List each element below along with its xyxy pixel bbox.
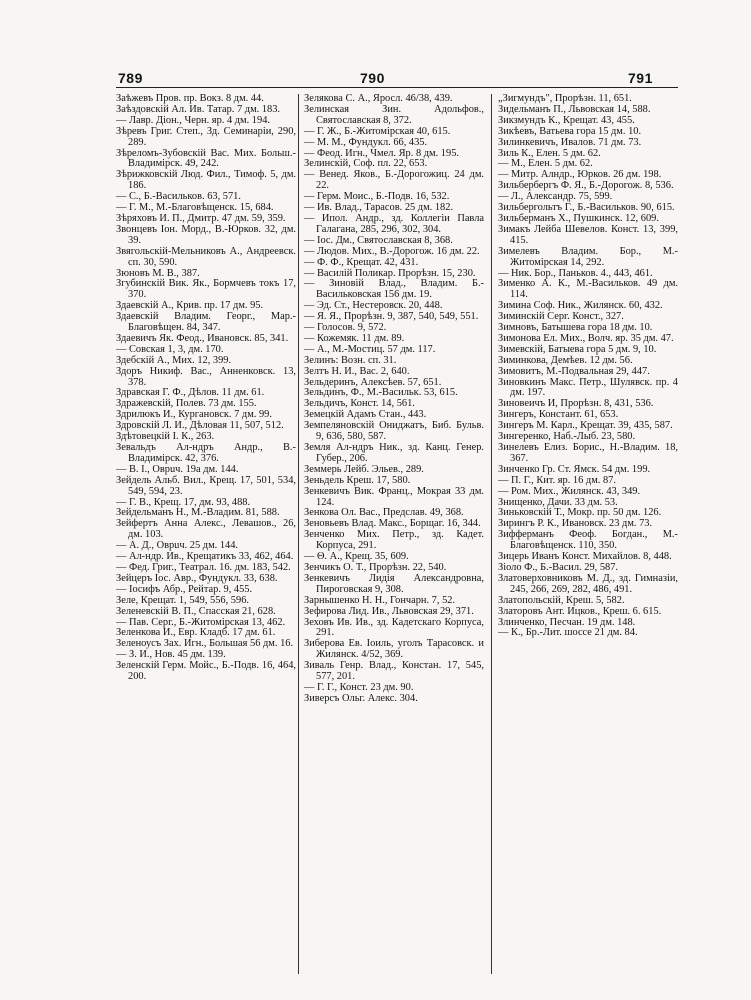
directory-entry: Зейдель Альб. Вил., Крещ. 17, 501, 534, 549, 594, 23. xyxy=(116,474,296,497)
directory-entry: — Θ. А., Крещ. 35, 609. xyxy=(304,551,409,563)
column-divider xyxy=(298,94,299,974)
directory-entry: Здебскій А., Мих. 12, 399. xyxy=(116,354,232,366)
directory-entry: — Г. Ж., Б.-Житомірская 40, 615. xyxy=(304,125,451,137)
directory-entry: — Ф. Ф., Крещат. 42, 431. xyxy=(304,256,419,268)
directory-entry: Зѣрижковскій Люд. Фил., Тимоф. 5, дм. 186. xyxy=(116,169,296,192)
directory-entry: Здрилюкъ И., Кургановск. 7 дм. 99. xyxy=(116,409,272,421)
directory-entry: — Г. М., М.-Благовѣщенск. 15, 684. xyxy=(116,202,274,214)
directory-entry: Зицерь Иванъ Конст. Михайлов. 8, 448. xyxy=(498,551,672,563)
directory-entry: Златоверховниковъ М. Д., зд. Гимназіи, 245, 266, 269, 282, 486, 491. xyxy=(498,572,678,595)
directory-entry: Зидельманъ П., Львовская 14, 588. xyxy=(498,103,651,115)
directory-entry: — Ром. Мих., Жилянск. 43, 349. xyxy=(498,485,641,497)
directory-entry: Зельдичъ, Конст. 14, 561. xyxy=(304,398,415,410)
directory-entry: Зефирова Лид. Ив., Львовская 29, 371. xyxy=(304,605,474,617)
directory-entry: Зельдинъ, Ф., М.-Васильк. 53, 615. xyxy=(304,387,458,399)
directory-entry: — Зиновій Влад., Владим. Б.-Васильковская 156 дм. 19. xyxy=(304,278,484,301)
directory-entry: Зингеръ М. Карл., Крещат. 39, 435, 587. xyxy=(498,420,673,432)
directory-entry: Зикзмундъ К., Крещат. 43, 455. xyxy=(498,114,635,126)
directory-entry: Зиновеичъ И, Прорѣзн. 8, 431, 536. xyxy=(498,398,654,410)
directory-entry: Зиль К., Елен. 5 дм. 62. xyxy=(498,147,601,159)
directory-entry: Зиваль Генр. Влад., Констан. 17, 545, 577, 201. xyxy=(304,660,484,683)
directory-entry: Зеховъ Ив. Ив., зд. Кадетскаго Корпуса, 291. xyxy=(304,616,484,639)
directory-entry: — В. І., Оврuч. 19а дм. 144. xyxy=(116,463,239,475)
directory-entry: — Кожемяк. 11 дм. 89. xyxy=(304,332,405,344)
page-number-middle: 790 xyxy=(360,70,385,86)
directory-entry: Зіоло Ф., Б.-Васил. 29, 587. xyxy=(498,561,619,573)
directory-entry: Зеновьевъ Влад. Макс., Борщаг. 16, 344. xyxy=(304,518,481,530)
directory-entry: Земмерь Лейб. Эльев., 289. xyxy=(304,463,424,475)
directory-entry: Зеленскій Герм. Мойс., Б.-Подв. 16, 464, 200. xyxy=(116,660,296,683)
directory-entry: Зиминкова, Демѣев. 12 дм. 56. xyxy=(498,354,633,366)
directory-entry: Зиминскій Серг. Конст., 327. xyxy=(498,311,624,323)
directory-entry: Зимовитъ, М.-Подвальная 29, 447. xyxy=(498,365,650,377)
directory-entry: Златопольскій, Креш. 5, 582. xyxy=(498,594,625,606)
directory-entry: Здровскій Л. И., Дѣловая 11, 507, 512. xyxy=(116,420,284,432)
directory-entry: Зюновъ М. В., 387. xyxy=(116,267,200,279)
directory-entry: Зейцеръ Іос. Авр., Фундукл. 33, 638. xyxy=(116,572,278,584)
directory-entry: — Ал-ндр. Ив., Крещатикъ 33, 462, 464. xyxy=(116,551,294,563)
directory-entry: Зелякова С. А., Яросл. 46/38, 439. xyxy=(304,94,453,104)
directory-entry: Зенкова Ол. Вас., Предслав. 49, 368. xyxy=(304,507,464,519)
directory-entry: Звонцевъ Іон. Морд., В.-Юрков. 32, дм. 39. xyxy=(116,223,296,246)
directory-entry: Зѣреломъ-Зубовскій Вас. Мих. Больш.-Владимірск. 49, 242. xyxy=(116,147,296,170)
directory-entry: — А. Д., Оврuч. 25 дм. 144. xyxy=(116,540,239,552)
directory-entry: Зелинскій, Соф. пл. 22, 653. xyxy=(304,158,428,170)
directory-entry: — А., М.-Мостиц. 57 дм. 117. xyxy=(304,343,436,355)
directory-entry: Зельдеринъ, Алексѣев. 57, 651. xyxy=(304,376,442,388)
directory-entry: Згубинскій Вик. Як., Бормчевъ токъ 17, 370. xyxy=(116,278,296,301)
directory-entry: Зирингъ Р. К., Ивановск. 23 дм. 73. xyxy=(498,518,653,530)
directory-entry: Зеленкова И., Евр. Кладб. 17 дм. 61. xyxy=(116,627,276,639)
directory-entry: — Я. Я., Прорѣзн. 9, 387, 540, 549, 551. xyxy=(304,311,479,323)
directory-entry: Зеле, Крещат. 1, 549, 556, 596. xyxy=(116,594,249,606)
directory-entry: Зиновкинъ Макс. Петр., Шулявск. пр. 4 дм. 197. xyxy=(498,376,678,399)
directory-entry: Зиберова Ев. Іоиль, уголъ Тарасовск. и Жилянск. 4/52, 369. xyxy=(304,638,484,661)
directory-entry: — С., Б.-Васильков. 63, 571. xyxy=(116,191,241,203)
directory-entry: Зилинкевичъ, Ивалов. 71 дм. 73. xyxy=(498,136,642,148)
directory-entry: Зингеренко, Наб.-Лыб. 23, 580. xyxy=(498,431,636,443)
directory-entry: Зикѣевъ, Ватьева гора 15 дм. 10. xyxy=(498,125,642,137)
directory-entry: — Г. В., Крещ. 17, дм. 93, 488. xyxy=(116,496,251,508)
directory-column-1 xyxy=(116,94,296,984)
directory-entry: Здравская Г. Ф., Дѣлов. 11 дм. 61. xyxy=(116,387,265,399)
directory-entry: Земпеляновскій Ониджатъ, Биб. Бульв. 9, 636, 580, 587. xyxy=(304,420,484,443)
directory-entry: Здражевскій, Полев. 73 дм. 155. xyxy=(116,398,257,410)
column-divider xyxy=(491,94,492,974)
directory-entry: — П. Г., Кит. яр. 16 дм. 87. xyxy=(498,474,616,486)
directory-entry: — Фед. Григ., Театрал. 16. дм. 183, 542. xyxy=(116,561,291,573)
directory-entry: — Голосов. 9, 572. xyxy=(304,322,387,334)
directory-entry: — Ив. Влад., Тарасов. 25 дм. 182. xyxy=(304,202,454,214)
directory-entry: Зимновъ, Батышева гора 18 дм. 10. xyxy=(498,322,653,334)
directory-entry: — Людов. Мих., В.-Дорогож. 16 дм. 22. xyxy=(304,245,480,257)
directory-entry: — З. И., Нов. 45 дм. 139. xyxy=(116,649,226,661)
directory-entry: Заѣздовскій Ал. Ив. Татар. 7 дм. 183. xyxy=(116,103,281,115)
directory-entry: Зейфертъ Анна Алекс., Левашов., 26, дм. 103. xyxy=(116,518,296,541)
directory-entry: Здаевскій А., Крив. пр. 17 дм. 95. xyxy=(116,300,264,312)
directory-entry: Зарнышенко Н. Н., Гончарн. 7, 52. xyxy=(304,594,456,606)
directory-entry: Звягольскій-Мельниковъ А., Андреевск. сп. 30, 590. xyxy=(116,245,296,268)
directory-column-3 xyxy=(498,94,678,984)
directory-entry: — Л., Александр. 75, 599. xyxy=(498,191,613,203)
directory-entry: Зелтъ Н. И., Вас. 2, 640. xyxy=(304,365,410,377)
directory-entry: Зильберманъ Х., Пушкинск. 12, 609. xyxy=(498,212,659,224)
directory-entry: — Венед. Яков., Б.-Дорогожиц. 24 дм. 22. xyxy=(304,169,484,192)
directory-entry: Зенчикъ О. Т., Прорѣзн. 22, 540. xyxy=(304,561,447,573)
directory-entry: — Лавр. Діон., Черн. яр. 4 дм. 194. xyxy=(116,114,270,126)
directory-entry: Зингеръ, Констант. 61, 653. xyxy=(498,409,619,421)
directory-entry: Зинелевъ Елиз. Борис., Н.-Владим. 18, 367. xyxy=(498,442,678,464)
directory-entry: Златоровъ Ант. Ицков., Креш. 6. 615. xyxy=(498,605,662,617)
directory-entry: Зинченко Гр. Ст. Ямск. 54 дм. 199. xyxy=(498,463,651,475)
directory-entry: Злинченко, Песчан. 19 дм. 148. xyxy=(498,616,636,628)
directory-entry: — Митр. Алндр., Юрков. 26 дм. 198. xyxy=(498,169,662,181)
directory-entry: — Эд. Ст., Нестеровск. 20, 448. xyxy=(304,300,443,312)
directory-entry: Зифферманъ Феоф. Богдан., М.-Благовѣщенск. 110, 350. xyxy=(498,529,678,552)
directory-entry: Зеньдель Креш. 17, 580. xyxy=(304,474,411,486)
directory-column-2 xyxy=(304,94,484,984)
directory-entry: Зенкевичъ Вик. Франц., Мокрая 33 дм. 124. xyxy=(304,485,484,508)
directory-entry: Зѣряховъ И. П., Дмитр. 47 дм. 59, 359. xyxy=(116,212,286,224)
directory-entry: Зильбергольтъ Г., Б.-Васильков. 90, 615. xyxy=(498,202,675,214)
directory-entry: Зевальдъ Ал-ндръ Андр., В.-Владимірск. 42, 376. xyxy=(116,442,296,464)
directory-entry: — Іос. Дм., Святославская 8, 368. xyxy=(304,234,453,246)
directory-entry: Зиверсъ Ольг. Алекс. 304. xyxy=(304,692,418,704)
directory-entry: Зиньковскій Т., Мокр. пр. 50 дм. 126. xyxy=(498,507,662,519)
directory-entry: — Іосифъ Абр., Рейтар. 9, 455. xyxy=(116,583,253,595)
directory-entry: — Василій Поликар. Прорѣзн. 15, 230. xyxy=(304,267,476,279)
directory-entry: Зеленоусъ Зах. Игн., Большая 56 дм. 16. xyxy=(116,638,294,650)
directory-entry: Зѣревъ Григ. Степ., Зд. Семинаріи, 290, 289. xyxy=(116,125,296,148)
directory-entry: Здаевскій Владим. Георг., Мар.-Благовѣщен. 84, 347. xyxy=(116,311,296,334)
header-rule xyxy=(116,87,678,88)
directory-entry: Земецкій Адамъ Стан., 443. xyxy=(304,409,427,421)
directory-entry: Зимакъ Лейба Шевелов. Конст. 13, 399, 415. xyxy=(498,223,678,246)
directory-entry: — Ник. Бор., Паньков. 4., 443, 461. xyxy=(498,267,653,279)
directory-entry: Зильбербергъ Ф. Я., Б.-Дорогож. 8, 536. xyxy=(498,180,674,192)
directory-entry: Зенченко Мих. Петр., зд. Кадет. Корпуса, 291. xyxy=(304,529,484,552)
directory-entry: Зейдельманъ Н., М.-Владим. 81, 588. xyxy=(116,507,280,519)
directory-entry: — Феод. Игн., Чмел. Яр. 8 дм. 195. xyxy=(304,147,459,159)
page-number-left: 789 xyxy=(118,70,143,86)
page-number-right: 791 xyxy=(628,70,653,86)
directory-entry: Зименко А. К., М.-Васильков. 49 дм. 114. xyxy=(498,278,678,301)
directory-entry: Зимонова Ел. Мих., Волч. яр. 35 дм. 47. xyxy=(498,332,674,344)
directory-entry: Зимина Соф. Ник., Жилянск. 60, 432. xyxy=(498,300,663,312)
directory-entry: — Ипол. Андр., зд. Коллегіи Павла Галагана, 285, 296, 302, 304. xyxy=(304,212,484,235)
page-number-row xyxy=(0,70,751,86)
directory-entry: Зелинская Зин. Адольфов., Святославская 8, 372. xyxy=(304,103,484,126)
directory-entry: — М., Елен. 5 дм. 62. xyxy=(498,158,593,170)
directory-entry: Зеленевскій В. П., Спасская 21, 628. xyxy=(116,605,276,617)
directory-entry: — М. М., Фундукл. 66, 435. xyxy=(304,136,428,148)
directory-entry: — Герм. Моис., Б.-Подв. 16, 532. xyxy=(304,191,450,203)
directory-entry: — К., Бр.-Лит. шоссе 21 дм. 84. xyxy=(498,627,638,639)
directory-entry: Здѣтовецкій І. К., 263. xyxy=(116,431,215,443)
directory-entry: Земля Ал-ндръ Ник., зд. Канц. Генер. Губер., 206. xyxy=(304,442,484,464)
directory-entry: — Совская 1, 3, дм. 170. xyxy=(116,343,224,355)
directory-entry: Зенкевичъ Лидія Александровна, Пироговская 9, 308. xyxy=(304,572,484,595)
directory-entry: Заѣжевъ Пров. пр. Вокз. 8 дм. 44. xyxy=(116,94,264,104)
directory-entry: Зелинъ: Возн. сп. 31. xyxy=(304,354,397,366)
directory-entry: Здоръ Никиф. Вас., Анненковск. 13, 378. xyxy=(116,365,296,388)
directory-entry: Здаевичъ Як. Феод., Ивановск. 85, 341. xyxy=(116,332,289,344)
directory-entry: — Г. Г., Конст. 23 дм. 90. xyxy=(304,681,414,693)
directory-entry: Знищенко, Дачи. 33 дм. 53. xyxy=(498,496,618,508)
directory-entry: Зимевскій, Батыева гора 5 дм. 9, 10. xyxy=(498,343,657,355)
directory-entry: — Пав. Серг., Б.-Житомірская 13, 462. xyxy=(116,616,286,628)
directory-entry: Зимелевъ Владим. Бор., М.-Житомірская 14, 292. xyxy=(498,245,678,268)
directory-entry: „Зигмундъ", Прорѣзн. 11, 651. xyxy=(498,94,632,104)
